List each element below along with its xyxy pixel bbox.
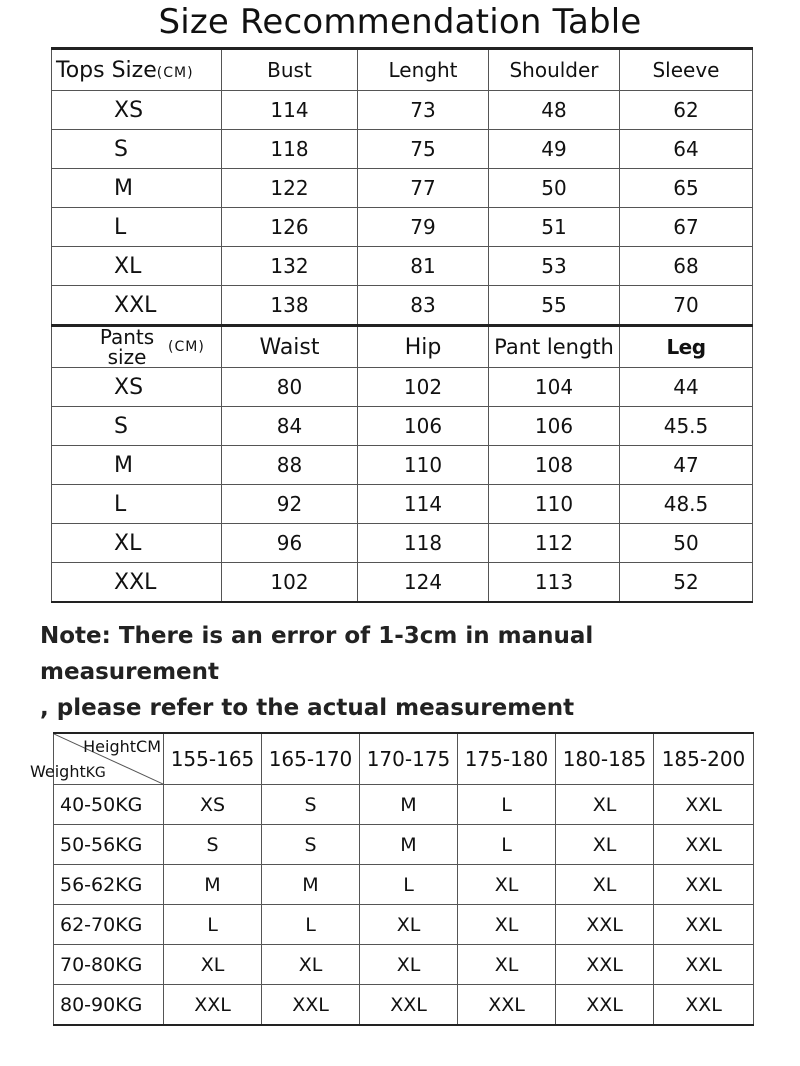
value-cell: 51 [489,208,620,247]
size-cell: XXL [52,286,222,326]
weight-unit: KG [85,765,106,781]
table-row [54,985,754,1026]
corner-cell [30,733,164,785]
pants-unit-label: (CM) [168,339,205,355]
value-cell: 102 [222,563,358,603]
size-result-cell: XXL [262,985,360,1026]
size-result-cell: L [262,905,360,945]
size-result-cell: XXL [556,945,654,985]
value-cell: 75 [358,130,489,169]
size-result-cell: XL [360,905,458,945]
table-row [54,945,754,985]
table-row [52,247,753,286]
size-result-cell: M [262,865,360,905]
value-cell: 70 [620,286,753,326]
tops-unit-label: (CM) [156,64,194,81]
value-cell: 73 [358,91,489,130]
value-cell: 45.5 [620,407,753,446]
tops-size-header [52,49,222,91]
height-range-header: 185-200 [654,733,754,785]
size-result-cell: L [458,785,556,825]
value-cell: 104 [489,368,620,407]
value-cell: 122 [222,169,358,208]
value-cell: 132 [222,247,358,286]
table-row [52,368,753,407]
table-row [52,91,753,130]
size-result-cell: S [262,825,360,865]
size-result-cell: XL [556,865,654,905]
value-cell: 67 [620,208,753,247]
size-cell: XS [52,368,222,407]
value-cell: 114 [222,91,358,130]
weight-range-cell: 50-56KG [54,825,164,865]
value-cell: 79 [358,208,489,247]
value-cell: 44 [620,368,753,407]
value-cell: 113 [489,563,620,603]
table-row [54,825,754,865]
weight-range-cell: 62-70KG [54,905,164,945]
height-range-header: 180-185 [556,733,654,785]
size-result-cell: XXL [654,825,754,865]
size-result-cell: M [360,825,458,865]
weight-range-cell: 70-80KG [54,945,164,985]
size-cell: XL [52,247,222,286]
size-cell: XL [52,524,222,563]
size-result-cell: M [164,865,262,905]
pants-size-header [52,326,222,368]
size-result-cell: XXL [654,905,754,945]
size-result-cell: XL [556,825,654,865]
value-cell: 88 [222,446,358,485]
value-cell: 50 [620,524,753,563]
size-table [51,47,753,603]
column-header-shoulder: Shoulder [489,49,620,91]
value-cell: 48 [489,91,620,130]
weight-label: Weight [30,762,86,781]
height-range-header: 175-180 [458,733,556,785]
size-cell: S [52,407,222,446]
size-result-cell: XL [556,785,654,825]
value-cell: 96 [222,524,358,563]
value-cell: 50 [489,169,620,208]
value-cell: 114 [358,485,489,524]
value-cell: 77 [358,169,489,208]
value-cell: 138 [222,286,358,326]
height-range-header: 170-175 [360,733,458,785]
pants-header-row [52,326,753,368]
size-cell: M [52,169,222,208]
pants-size-label [92,327,162,367]
tops-size-label: Tops Size [56,57,157,83]
value-cell: 112 [489,524,620,563]
size-result-cell: XXL [654,985,754,1026]
table-row [52,130,753,169]
value-cell: 55 [489,286,620,326]
value-cell: 53 [489,247,620,286]
size-result-cell: XXL [164,985,262,1026]
size-result-cell: XXL [360,985,458,1026]
value-cell: 102 [358,368,489,407]
table-row [52,407,753,446]
size-result-cell: XL [262,945,360,985]
note-line-2: , please refer to the actual measurement [40,695,575,721]
height-weight-table [30,732,754,1026]
value-cell: 64 [620,130,753,169]
size-result-cell: L [360,865,458,905]
table-row [52,169,753,208]
size-result-cell: XXL [654,785,754,825]
pants-label-line2: size [107,345,147,368]
column-header-waist: Waist [222,326,358,368]
table-row [52,446,753,485]
size-result-cell: XXL [654,865,754,905]
table-row [54,905,754,945]
pants-label-line1: Pants [99,325,155,349]
value-cell: 52 [620,563,753,603]
size-result-cell: S [164,825,262,865]
height-range-header: 165-170 [262,733,360,785]
size-result-cell: XL [458,905,556,945]
size-result-cell: L [458,825,556,865]
value-cell: 48.5 [620,485,753,524]
size-result-cell: M [360,785,458,825]
tops-header-row [52,49,753,91]
value-cell: 110 [358,446,489,485]
table-row [52,563,753,603]
size-cell: S [52,130,222,169]
table-row [52,208,753,247]
measurement-note [40,618,780,726]
height-axis-label [83,737,161,756]
value-cell: 49 [489,130,620,169]
size-result-cell: XXL [654,945,754,985]
height-unit: CM [136,737,161,756]
table-row [52,286,753,326]
height-range-header: 155-165 [164,733,262,785]
size-result-cell: XL [360,945,458,985]
size-result-cell: L [164,905,262,945]
size-cell: XXL [52,563,222,603]
table-row [52,524,753,563]
value-cell: 118 [358,524,489,563]
value-cell: 124 [358,563,489,603]
table-row [52,485,753,524]
value-cell: 106 [489,407,620,446]
value-cell: 108 [489,446,620,485]
weight-range-cell: 56-62KG [54,865,164,905]
size-result-cell: S [262,785,360,825]
value-cell: 68 [620,247,753,286]
column-header-hip: Hip [358,326,489,368]
value-cell: 81 [358,247,489,286]
size-result-cell: XXL [556,905,654,945]
value-cell: 47 [620,446,753,485]
table-row [54,865,754,905]
column-header-leg: Leg [620,326,753,368]
height-header-row [54,733,754,785]
weight-range-cell: 80-90KG [54,985,164,1026]
value-cell: 110 [489,485,620,524]
note-line-1: Note: There is an error of 1-3cm in manual measurement [40,623,594,685]
size-result-cell: XL [458,945,556,985]
table-row [54,785,754,825]
value-cell: 92 [222,485,358,524]
size-result-cell: XL [458,865,556,905]
size-cell: XS [52,91,222,130]
value-cell: 118 [222,130,358,169]
value-cell: 62 [620,91,753,130]
weight-axis-label [30,762,106,781]
value-cell: 83 [358,286,489,326]
size-cell: L [52,208,222,247]
value-cell: 106 [358,407,489,446]
size-result-cell: XS [164,785,262,825]
size-result-cell: XL [164,945,262,985]
page-title: Size Recommendation Table [158,2,642,42]
value-cell: 84 [222,407,358,446]
column-header-length: Lenght [358,49,489,91]
size-result-cell: XXL [556,985,654,1026]
weight-range-cell: 40-50KG [54,785,164,825]
column-header-bust: Bust [222,49,358,91]
value-cell: 65 [620,169,753,208]
column-header-pant-length: Pant length [489,326,620,368]
size-result-cell: XXL [458,985,556,1026]
value-cell: 126 [222,208,358,247]
size-cell: L [52,485,222,524]
size-cell: M [52,446,222,485]
height-label: Height [83,737,137,756]
value-cell: 80 [222,368,358,407]
column-header-sleeve: Sleeve [620,49,753,91]
